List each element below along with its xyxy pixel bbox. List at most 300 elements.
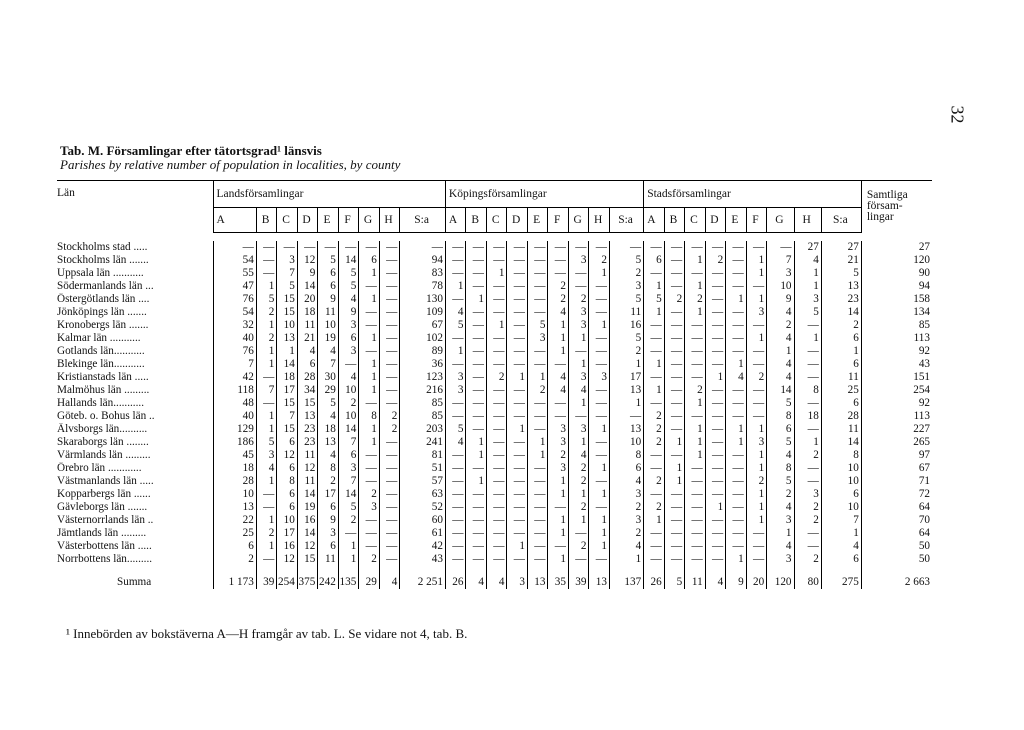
table-cell: 16 bbox=[277, 540, 298, 553]
table-cell: — bbox=[664, 241, 685, 254]
county-name: Norrbottens län......... bbox=[57, 553, 153, 565]
table-cell: 4 bbox=[256, 462, 277, 475]
table-cell: — bbox=[589, 410, 610, 423]
table-cell: — bbox=[445, 332, 466, 345]
table-cell: — bbox=[466, 358, 487, 371]
table-row bbox=[57, 267, 932, 280]
table-cell: — bbox=[507, 254, 528, 267]
table-cell: 2 bbox=[379, 410, 400, 423]
table-cell: 4 bbox=[568, 449, 589, 462]
table-cell: — bbox=[445, 514, 466, 527]
column-header: H bbox=[589, 208, 610, 233]
table-cell: 1 bbox=[664, 436, 685, 449]
table-cell: 4 bbox=[548, 384, 569, 397]
table-cell: — bbox=[664, 449, 685, 462]
table-cell: — bbox=[589, 397, 610, 410]
table-cell: 109 bbox=[400, 306, 446, 319]
table-cell: 2 bbox=[644, 501, 665, 514]
table-cell: 28 bbox=[213, 475, 256, 488]
table-cell: 1 bbox=[726, 553, 747, 566]
table-cell: — bbox=[664, 254, 685, 267]
table-cell: — bbox=[664, 306, 685, 319]
table-cell: — bbox=[466, 397, 487, 410]
table-cell: — bbox=[568, 280, 589, 293]
table-cell: 19 bbox=[318, 332, 339, 345]
column-header: D bbox=[705, 208, 726, 233]
table-cell: 12 bbox=[297, 254, 318, 267]
table-cell: 14 bbox=[297, 527, 318, 540]
table-cell: 10 bbox=[277, 319, 298, 332]
county-name: Östergötlands län .... bbox=[57, 293, 150, 305]
table-cell: — bbox=[486, 280, 507, 293]
table-cell: 1 bbox=[821, 345, 861, 358]
table-cell: — bbox=[527, 345, 548, 358]
table-cell: — bbox=[726, 462, 747, 475]
table-cell: — bbox=[466, 527, 487, 540]
table-cell: 78 bbox=[400, 280, 446, 293]
table-cell: — bbox=[507, 345, 528, 358]
table-cell: — bbox=[705, 449, 726, 462]
table-cell: — bbox=[726, 397, 747, 410]
table-cell: 3 bbox=[609, 280, 643, 293]
column-header: C bbox=[277, 208, 298, 233]
county-name: Västmanlands län ..... bbox=[57, 475, 154, 487]
table-cell: — bbox=[726, 280, 747, 293]
table-cell: — bbox=[664, 501, 685, 514]
table-cell: — bbox=[589, 384, 610, 397]
table-cell: — bbox=[277, 241, 298, 254]
table-row bbox=[57, 540, 932, 553]
table-cell: — bbox=[527, 293, 548, 306]
table-cell: — bbox=[685, 553, 706, 566]
table-cell: — bbox=[746, 280, 767, 293]
table-cell: 1 bbox=[609, 397, 643, 410]
table-cell: 2 bbox=[794, 449, 821, 462]
table-cell: — bbox=[507, 514, 528, 527]
table-cell: — bbox=[548, 267, 569, 280]
table-cell: 50 bbox=[861, 540, 932, 553]
table-cell: 26 bbox=[644, 566, 665, 589]
table-cell: — bbox=[445, 501, 466, 514]
table-cell: — bbox=[705, 345, 726, 358]
table-cell: 23 bbox=[297, 436, 318, 449]
table-cell: — bbox=[705, 436, 726, 449]
table-cell: 1 bbox=[256, 475, 277, 488]
table-cell: 20 bbox=[746, 566, 767, 589]
table-cell: 1 bbox=[256, 410, 277, 423]
table-cell: 3 bbox=[338, 319, 359, 332]
table-cell: 3 bbox=[589, 371, 610, 384]
county-name: Jämtlands län ......... bbox=[57, 527, 147, 539]
table-cell: 2 bbox=[609, 345, 643, 358]
table-cell: — bbox=[486, 423, 507, 436]
table-cell: — bbox=[664, 371, 685, 384]
table-cell: 6 bbox=[359, 254, 380, 267]
table-cell: 7 bbox=[277, 410, 298, 423]
table-cell: — bbox=[705, 397, 726, 410]
table-cell: 3 bbox=[767, 514, 794, 527]
table-cell: — bbox=[644, 397, 665, 410]
table-cell: 2 bbox=[548, 280, 569, 293]
table-cell: 6 bbox=[318, 540, 339, 553]
table-cell: 1 bbox=[589, 514, 610, 527]
county-name: Malmöhus län ......... bbox=[57, 384, 150, 396]
table-cell: — bbox=[685, 267, 706, 280]
table-cell: 1 bbox=[568, 488, 589, 501]
table-cell: 102 bbox=[400, 332, 446, 345]
table-cell: 1 bbox=[548, 488, 569, 501]
table-cell: 1 bbox=[685, 423, 706, 436]
table-cell: 5 bbox=[767, 397, 794, 410]
table-cell: 8 bbox=[609, 449, 643, 462]
table-cell: 4 bbox=[318, 449, 339, 462]
table-cell: 1 bbox=[548, 475, 569, 488]
table-cell: — bbox=[466, 332, 487, 345]
table-cell: — bbox=[527, 462, 548, 475]
table-cell: 1 bbox=[705, 501, 726, 514]
table-cell: 1 bbox=[507, 540, 528, 553]
table-cell: 2 bbox=[664, 293, 685, 306]
table-cell: — bbox=[359, 462, 380, 475]
table-cell: 1 bbox=[746, 449, 767, 462]
table-cell: 1 bbox=[589, 462, 610, 475]
table-cell: — bbox=[726, 384, 747, 397]
table-cell: 16 bbox=[609, 319, 643, 332]
table-cell: — bbox=[379, 514, 400, 527]
table-cell: — bbox=[794, 319, 821, 332]
table-cell: 5 bbox=[821, 267, 861, 280]
table-cell: 6 bbox=[277, 488, 298, 501]
table-cell: 6 bbox=[277, 501, 298, 514]
column-header: A bbox=[213, 208, 256, 233]
table-cell: 60 bbox=[400, 514, 446, 527]
table-cell: 20 bbox=[297, 293, 318, 306]
table-cell: 3 bbox=[794, 293, 821, 306]
table-cell: — bbox=[705, 267, 726, 280]
table-cell: 1 bbox=[548, 553, 569, 566]
table-row bbox=[57, 410, 932, 423]
table-row bbox=[57, 475, 932, 488]
table-cell: — bbox=[609, 410, 643, 423]
table-cell: 2 bbox=[256, 306, 277, 319]
table-cell: 1 bbox=[685, 397, 706, 410]
table-cell: — bbox=[589, 332, 610, 345]
table-cell: — bbox=[507, 436, 528, 449]
table-cell: 2 bbox=[568, 293, 589, 306]
table-cell: — bbox=[445, 540, 466, 553]
table-cell: 2 bbox=[548, 293, 569, 306]
table-cell: 4 bbox=[705, 566, 726, 589]
county-name: Västerbottens län ..... bbox=[57, 540, 152, 552]
table-cell: — bbox=[746, 397, 767, 410]
table-cell: — bbox=[589, 358, 610, 371]
table-cell: 1 bbox=[726, 358, 747, 371]
table-cell: — bbox=[726, 306, 747, 319]
table-cell: 1 bbox=[589, 488, 610, 501]
table-cell: — bbox=[548, 241, 569, 254]
table-cell: 5 bbox=[445, 423, 466, 436]
table-cell: 9 bbox=[726, 566, 747, 589]
table-cell: — bbox=[568, 241, 589, 254]
table-cell: 92 bbox=[861, 345, 932, 358]
table-cell: — bbox=[794, 397, 821, 410]
table-cell: 14 bbox=[338, 423, 359, 436]
column-header: H bbox=[794, 208, 821, 233]
table-cell: — bbox=[445, 462, 466, 475]
table-cell: 7 bbox=[256, 384, 277, 397]
table-cell: — bbox=[527, 475, 548, 488]
table-cell: — bbox=[664, 332, 685, 345]
table-cell: 8 bbox=[277, 475, 298, 488]
table-cell: 1 bbox=[338, 540, 359, 553]
table-row bbox=[57, 423, 932, 436]
table-cell: — bbox=[445, 527, 466, 540]
table-cell: 2 bbox=[685, 384, 706, 397]
table-cell: — bbox=[379, 371, 400, 384]
table-cell: 4 bbox=[767, 306, 794, 319]
table-cell: 5 bbox=[338, 280, 359, 293]
table-cell: 4 bbox=[767, 358, 794, 371]
table-cell: 2 bbox=[705, 254, 726, 267]
table-cell: 1 bbox=[589, 540, 610, 553]
table-cell: — bbox=[664, 423, 685, 436]
table-cell: 5 bbox=[256, 436, 277, 449]
table-cell: 3 bbox=[767, 267, 794, 280]
table-cell: — bbox=[445, 397, 466, 410]
table-cell: — bbox=[705, 514, 726, 527]
column-header: G bbox=[568, 208, 589, 233]
table-cell: 4 bbox=[609, 540, 643, 553]
table-cell: 3 bbox=[746, 436, 767, 449]
table-cell: 1 bbox=[548, 332, 569, 345]
table-cell: — bbox=[379, 241, 400, 254]
table-cell: — bbox=[794, 358, 821, 371]
samtliga-line-3: lingar bbox=[866, 211, 894, 224]
table-cell: 1 bbox=[589, 319, 610, 332]
table-cell: 28 bbox=[297, 371, 318, 384]
column-header: C bbox=[486, 208, 507, 233]
table-cell: 1 bbox=[568, 332, 589, 345]
table-row bbox=[57, 436, 932, 449]
table-cell: 12 bbox=[277, 449, 298, 462]
table-cell: — bbox=[486, 254, 507, 267]
table-cell: — bbox=[379, 488, 400, 501]
county-name: Gotlands län........... bbox=[57, 345, 145, 357]
table-cell: — bbox=[664, 527, 685, 540]
table-cell: 4 bbox=[445, 436, 466, 449]
table-cell: 6 bbox=[297, 358, 318, 371]
table-cell: 254 bbox=[277, 566, 298, 589]
column-header: A bbox=[644, 208, 665, 233]
table-cell: — bbox=[359, 397, 380, 410]
table-cell: — bbox=[507, 501, 528, 514]
table-cell: 15 bbox=[277, 293, 298, 306]
table-cell: 3 bbox=[568, 254, 589, 267]
table-cell: 118 bbox=[213, 384, 256, 397]
table-cell: 1 bbox=[644, 280, 665, 293]
table-cell: — bbox=[466, 501, 487, 514]
table-cell: — bbox=[486, 397, 507, 410]
table-cell: — bbox=[664, 410, 685, 423]
table-cell: — bbox=[705, 319, 726, 332]
table-cell: 1 bbox=[527, 371, 548, 384]
table-cell: 15 bbox=[277, 306, 298, 319]
table-cell: — bbox=[445, 410, 466, 423]
table-row bbox=[57, 397, 932, 410]
table-cell: — bbox=[359, 319, 380, 332]
table-row bbox=[57, 527, 932, 540]
table-cell: 1 173 bbox=[213, 566, 256, 589]
table-row bbox=[57, 332, 932, 345]
table-cell: — bbox=[466, 345, 487, 358]
table-cell: 6 bbox=[821, 488, 861, 501]
table-cell: — bbox=[486, 449, 507, 462]
table-cell: 1 bbox=[685, 306, 706, 319]
table-cell: — bbox=[705, 475, 726, 488]
table-cell: 97 bbox=[861, 449, 932, 462]
table-cell: 1 bbox=[359, 436, 380, 449]
table-cell: — bbox=[256, 371, 277, 384]
table-cell: 36 bbox=[400, 358, 446, 371]
table-cell: 1 bbox=[726, 436, 747, 449]
table-cell: — bbox=[726, 319, 747, 332]
table-cell: 1 bbox=[466, 449, 487, 462]
table-cell: 28 bbox=[821, 410, 861, 423]
table-cell: 14 bbox=[277, 358, 298, 371]
table-cell: — bbox=[726, 345, 747, 358]
table-cell: — bbox=[466, 254, 487, 267]
table-cell: 4 bbox=[726, 371, 747, 384]
table-cell: 7 bbox=[318, 358, 339, 371]
table-cell: 1 bbox=[609, 358, 643, 371]
table-cell: 2 bbox=[644, 423, 665, 436]
table-cell: 14 bbox=[821, 306, 861, 319]
table-cell: 1 bbox=[486, 319, 507, 332]
table-cell: 1 bbox=[548, 345, 569, 358]
table-cell: 67 bbox=[400, 319, 446, 332]
county-name: Gävleborgs län ....... bbox=[57, 501, 148, 513]
lan-header: Län bbox=[57, 181, 213, 233]
table-cell: — bbox=[359, 540, 380, 553]
table-cell: 134 bbox=[861, 306, 932, 319]
table-cell: — bbox=[589, 241, 610, 254]
table-cell: — bbox=[486, 241, 507, 254]
table-cell: 70 bbox=[861, 514, 932, 527]
table-cell: 11 bbox=[609, 306, 643, 319]
table-cell: — bbox=[609, 241, 643, 254]
table-row bbox=[57, 293, 932, 306]
table-cell: 2 663 bbox=[861, 566, 932, 589]
table-cell: 1 bbox=[466, 475, 487, 488]
table-cell: 2 bbox=[379, 423, 400, 436]
county-name: Kalmar län ........... bbox=[57, 332, 141, 344]
county-name: Södermanlands län ... bbox=[57, 280, 154, 292]
table-cell: 254 bbox=[861, 384, 932, 397]
table-cell: — bbox=[256, 254, 277, 267]
table-cell: 18 bbox=[277, 371, 298, 384]
table-cell: 54 bbox=[213, 254, 256, 267]
table-cell: — bbox=[548, 410, 569, 423]
table-cell: — bbox=[644, 319, 665, 332]
table-cell: — bbox=[644, 241, 665, 254]
table-row bbox=[57, 358, 932, 371]
table-cell: 4 bbox=[318, 345, 339, 358]
table-cell: 1 bbox=[589, 527, 610, 540]
table-cell: 1 bbox=[466, 293, 487, 306]
table-cell: 27 bbox=[794, 241, 821, 254]
county-name: Uppsala län ........... bbox=[57, 267, 144, 279]
table-row bbox=[57, 345, 932, 358]
table-cell: 1 bbox=[746, 293, 767, 306]
table-cell: 1 bbox=[589, 267, 610, 280]
table-cell: 2 bbox=[609, 501, 643, 514]
table-cell: — bbox=[445, 449, 466, 462]
table-cell: — bbox=[507, 332, 528, 345]
table-row bbox=[57, 319, 932, 332]
table-cell: 6 bbox=[277, 462, 298, 475]
table-cell: 5 bbox=[527, 319, 548, 332]
table-cell: 1 bbox=[359, 423, 380, 436]
table-cell: 2 bbox=[794, 501, 821, 514]
table-cell: — bbox=[445, 241, 466, 254]
table-cell: 2 bbox=[609, 267, 643, 280]
table-cell: 9 bbox=[767, 293, 794, 306]
table-cell: 3 bbox=[568, 319, 589, 332]
county-name: Värmlands län ......... bbox=[57, 449, 151, 461]
table-cell: 10 bbox=[767, 280, 794, 293]
table-cell: — bbox=[726, 267, 747, 280]
table-cell: — bbox=[644, 449, 665, 462]
table-cell: — bbox=[527, 358, 548, 371]
table-cell: — bbox=[507, 475, 528, 488]
table-cell: — bbox=[466, 553, 487, 566]
table-cell: — bbox=[568, 553, 589, 566]
column-header: S:a bbox=[821, 208, 861, 233]
table-cell: 6 bbox=[277, 436, 298, 449]
table-cell: 13 bbox=[297, 410, 318, 423]
table-cell: 3 bbox=[568, 306, 589, 319]
table-cell: — bbox=[568, 410, 589, 423]
table-cell: 4 bbox=[486, 566, 507, 589]
county-name: Kristianstads län ..... bbox=[57, 371, 149, 383]
table-cell: 2 bbox=[213, 553, 256, 566]
table-cell: 40 bbox=[213, 332, 256, 345]
table-cell: 3 bbox=[568, 371, 589, 384]
table-cell: — bbox=[445, 553, 466, 566]
table-cell: 2 bbox=[486, 371, 507, 384]
table-cell: 1 bbox=[445, 345, 466, 358]
table-cell: — bbox=[548, 397, 569, 410]
table-cell: 6 bbox=[338, 449, 359, 462]
table-cell: — bbox=[527, 553, 548, 566]
table-cell: — bbox=[664, 488, 685, 501]
table-cell: 3 bbox=[794, 488, 821, 501]
table-cell: — bbox=[726, 501, 747, 514]
table-cell: — bbox=[548, 540, 569, 553]
table-cell: 14 bbox=[297, 488, 318, 501]
table-cell: — bbox=[705, 553, 726, 566]
table-cell: 1 bbox=[359, 267, 380, 280]
table-cell: — bbox=[548, 501, 569, 514]
table-cell: 16 bbox=[297, 514, 318, 527]
table-cell: — bbox=[746, 553, 767, 566]
table-cell: — bbox=[338, 358, 359, 371]
table-cell: — bbox=[507, 488, 528, 501]
table-cell: 1 bbox=[256, 540, 277, 553]
table-cell: 6 bbox=[609, 462, 643, 475]
table-cell: 2 bbox=[568, 475, 589, 488]
column-header: D bbox=[297, 208, 318, 233]
